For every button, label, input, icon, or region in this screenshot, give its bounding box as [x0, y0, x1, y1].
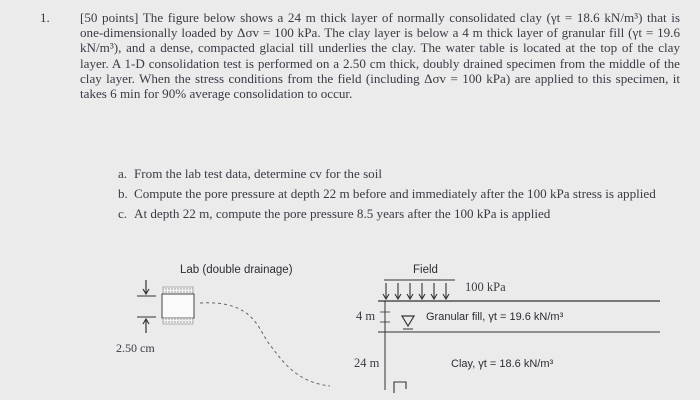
- bottom-porous-stone: [163, 318, 193, 324]
- lab-title: Lab (double drainage): [180, 264, 293, 276]
- clay-layer-label: Clay, γt = 18.6 kN/m³: [451, 358, 554, 370]
- part-label: c.: [118, 206, 128, 222]
- lab-specimen: [137, 280, 194, 333]
- fill-thickness-label: 4 m: [356, 309, 376, 323]
- part-text: Compute the pore pressure at depth 22 m before and immediately after the 100 kPa stress is applied: [134, 186, 656, 202]
- specimen-ring: [162, 294, 194, 318]
- top-porous-stone: [163, 287, 193, 294]
- field-profile: [378, 280, 660, 393]
- surcharge-label: 100 kPa: [465, 280, 506, 294]
- surcharge-arrows: [383, 280, 455, 299]
- part-label: a.: [118, 166, 128, 181]
- sample-location-marker: [394, 382, 406, 393]
- problem-text: [50 points] The figure below shows a 24 m thick layer of normally consolidated clay (γt = 18.6 kN/m³) that is one-dimensionally loaded by Δσv = 100 kPa. The clay layer is below a 4 m thick layer of granular fill (γt = 19.6 kN/m³), and a dense, compacted glacial till underlies the clay. The water table is located at the top of the clay layer. A 1-D consolidation test is performed on a 2.50 cm thick, doubly drained specimen from the middle of the clay layer. When the stress conditions from the field (including Δσv = 100 kPa) are applied to this specimen, it takes 6 min for 90% average consolidation to occur.: [80, 10, 680, 102]
- water-table-icon: [402, 316, 414, 332]
- clay-thickness-label: 24 m: [354, 356, 380, 370]
- part-text: From the lab test data, determine cv for the soil: [134, 166, 382, 181]
- part-text: At depth 22 m, compute the pore pressure 8.5 years after the 100 kPa is applied: [134, 206, 551, 222]
- part-label: b.: [118, 186, 128, 202]
- problem-number: 1.: [40, 10, 50, 25]
- specimen-thickness-label: 2.50 cm: [116, 341, 155, 355]
- field-title: Field: [413, 264, 438, 276]
- granular-fill-label: Granular fill, γt = 19.6 kN/m³: [426, 311, 564, 323]
- specimen-source-connector: [200, 303, 330, 386]
